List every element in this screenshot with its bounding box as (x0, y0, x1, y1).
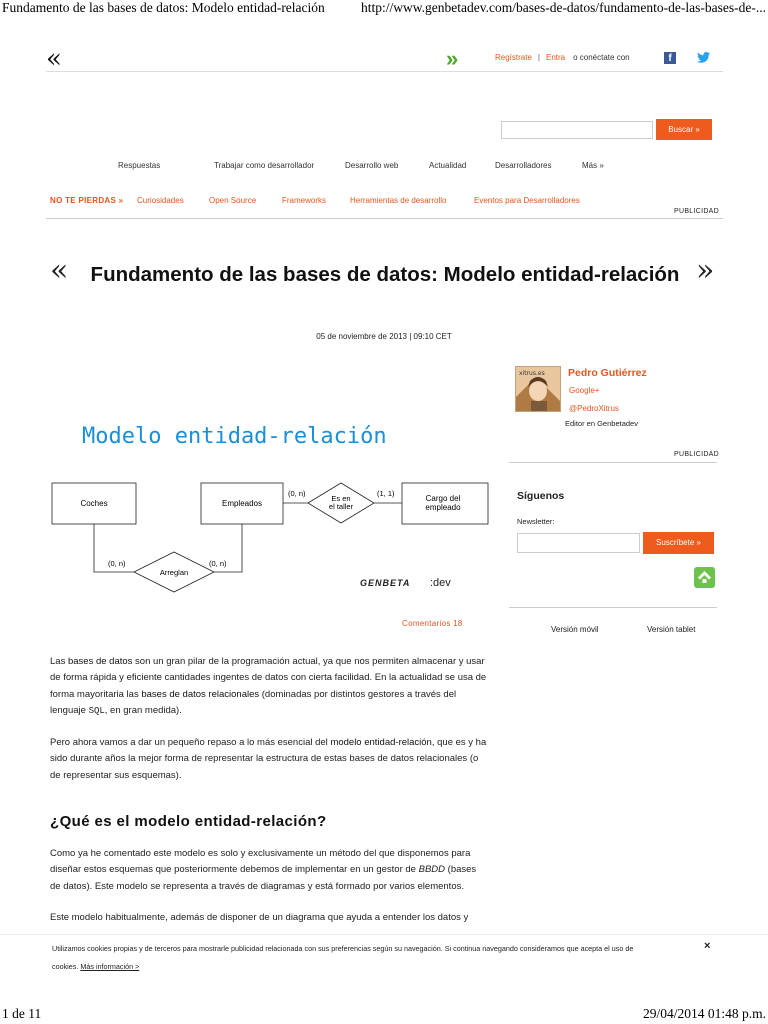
follow-heading: Síguenos (517, 490, 565, 502)
nav-item-desarrollo-web[interactable]: Desarrollo web (345, 161, 399, 170)
sub-nav-item-eventos[interactable]: Eventos para Desarrolladores (474, 196, 580, 205)
nav-item-respuestas[interactable]: Respuestas (118, 161, 161, 170)
paragraph-4: Este modelo habitualmente, además de disponer de un diagrama que ayuda a entender los datos y (50, 912, 469, 923)
main-nav (0, 161, 768, 173)
entity-coches-label: Coches (80, 499, 108, 508)
article-date: 05 de noviembre de 2013 | 09:10 CET (316, 332, 452, 341)
p1-text-d: , en gran medida). (104, 704, 182, 716)
connect-label: o conéctate con (573, 53, 630, 62)
feedly-glyph-icon (694, 567, 715, 588)
comments-link[interactable]: Comentarios 18 (402, 619, 463, 628)
sub-nav-heading: NO TE PIERDAS » (50, 196, 124, 205)
nav-item-desarrolladores[interactable]: Desarrolladores (495, 161, 552, 170)
print-title: Fundamento de las bases de datos: Modelo entidad-relación (2, 0, 325, 15)
p2-text-b: , que es y ha sido durante años la mejor forma de representar la estructura de estas bases de datos relacionales (o de representar sus esquemas). (50, 737, 487, 781)
article-title: Fundamento de las bases de datos: Modelo entidad-relación (90, 263, 680, 286)
relation-arreglan-label: Arreglan (159, 568, 189, 577)
cookie-message: Utilizamos cookies propias y de terceros para mostrarle publicidad relacionada con sus preferencias según su navegación. Si continua navegando consideramos que acepta el uso de cookies. (52, 944, 634, 971)
er-diagram (50, 414, 490, 606)
sub-nav-item-open-source[interactable]: Open Source (209, 196, 257, 205)
publicidad-label-2: PUBLICIDAD (674, 451, 720, 458)
nav-item-trabajar[interactable]: Trabajar como desarrollador (214, 161, 315, 170)
login-link[interactable]: Entra (545, 53, 566, 62)
p3-text-b: (bases de datos). Este modelo se representa a través de diagramas y está formado por varios elementos. (50, 864, 477, 892)
genbeta-logo: GENBETA (360, 578, 411, 588)
paragraph-2 (50, 735, 488, 784)
entity-empleados-label: Empleados (221, 499, 263, 508)
p1-text-b: son un gran pilar de la programación actual, ya que nos permiten almacenar y usar de forma rápida y eficiente cantidades ingentes de datos con cierta facilidad. En la actualidad se usa de forma mayoritaria las (50, 656, 487, 700)
search-button[interactable]: Buscar » (656, 119, 712, 140)
p1-keyword-relacionales[interactable]: bases de datos relacionales (141, 688, 260, 700)
author-role: Editor en Genbetadev (565, 419, 638, 428)
print-datetime: 29/04/2014 01:48 p.m. (642, 1006, 766, 1021)
paragraph-3 (50, 846, 488, 895)
login-links (495, 53, 630, 62)
card-taller-cargo: (1, 1) (377, 489, 395, 498)
nav-item-mas[interactable]: Más » (582, 161, 604, 170)
cookie-more-info-link[interactable]: Más información > (80, 962, 140, 971)
genbeta-logo-suffix: :dev (430, 577, 451, 589)
next-article-icon[interactable]: » (696, 253, 715, 288)
sub-nav-item-curiosidades[interactable]: Curiosidades (137, 196, 184, 205)
facebook-icon[interactable]: f (664, 52, 676, 64)
top-bar (46, 46, 723, 72)
print-footer (0, 1006, 768, 1024)
author-gplus-link[interactable]: Google+ (569, 386, 600, 395)
section-heading: ¿Qué es el modelo entidad-relación? (50, 813, 327, 830)
author-name[interactable]: Pedro Gutiérrez (568, 367, 647, 379)
relation-el-taller-label: el taller (328, 502, 354, 511)
cookie-text (52, 940, 652, 976)
author-twitter-link[interactable]: @PedroXitrus (569, 404, 619, 413)
feedly-icon[interactable] (694, 567, 715, 588)
newsletter-label: Newsletter: (517, 517, 555, 526)
nav-divider (46, 218, 723, 219)
p1-text-a: Las (50, 656, 68, 667)
prev-arrow-icon[interactable]: « (46, 44, 62, 74)
next-arrow-icon[interactable]: » (446, 46, 459, 71)
card-empleados-taller: (0, n) (288, 489, 306, 498)
register-link[interactable]: Regístrate (495, 53, 532, 62)
tablet-version-link[interactable]: Versión tablet (647, 625, 696, 634)
p2-keyword-modelo[interactable]: modelo entidad-relación (330, 737, 432, 748)
diagram-title: Modelo entidad-relación (82, 424, 387, 449)
cookie-close-icon[interactable]: × (704, 940, 711, 952)
author-avatar-label: xitrus.es (519, 370, 545, 377)
author-avatar-image (516, 367, 561, 412)
p1-keyword-bases-de-datos[interactable]: bases de datos (67, 656, 133, 667)
sidebar-divider-2 (509, 607, 717, 608)
sidebar-divider (509, 462, 717, 463)
print-page-number: 1 de 11 (2, 1006, 42, 1021)
print-header (0, 0, 768, 18)
search-input[interactable] (501, 121, 653, 139)
sub-nav-item-frameworks[interactable]: Frameworks (282, 196, 327, 205)
mobile-version-link[interactable]: Versión móvil (551, 625, 599, 634)
attribute-cargo-line1: Cargo del (425, 494, 461, 503)
p1-text-c: (dominadas por distintos gestores a través del lenguaje (50, 688, 457, 716)
p3-text-a: Como ya he comentado este modelo es solo y exclusivamente un método del que disponemos para diseñar estos esquemas que posteriormente debemos de implementar en un gestor de (50, 848, 471, 876)
sub-nav (50, 196, 723, 208)
nav-item-actualidad[interactable]: Actualidad (429, 161, 467, 170)
relation-es-en-label: Es en (331, 494, 351, 503)
prev-article-icon[interactable]: « (50, 253, 69, 288)
sub-nav-item-herramientas[interactable]: Herramientas de desarrollo (350, 196, 447, 205)
newsletter-input[interactable] (517, 533, 640, 553)
twitter-icon[interactable] (696, 52, 710, 64)
twitter-bird-icon (697, 52, 710, 63)
print-url: http://www.genbetadev.com/bases-de-datos/fundamento-de-las-bases-de-... (361, 0, 766, 15)
p2-text-a: Pero ahora vamos a dar un pequeño repaso a lo más esencial del (50, 737, 331, 748)
p1-code-sql: SQL (88, 705, 105, 716)
subscribe-button[interactable]: Suscríbete » (643, 532, 714, 554)
login-separator: | (537, 53, 540, 62)
publicidad-label: PUBLICIDAD (674, 208, 720, 215)
paragraph-1 (50, 654, 488, 719)
author-avatar[interactable] (515, 366, 561, 412)
p3-emphasis: BBDD (418, 864, 446, 876)
card-coches-arreglan: (0, n) (108, 559, 126, 568)
card-empleados-arreglan: (0, n) (209, 559, 227, 568)
attribute-cargo-line2: empleado (425, 503, 461, 512)
